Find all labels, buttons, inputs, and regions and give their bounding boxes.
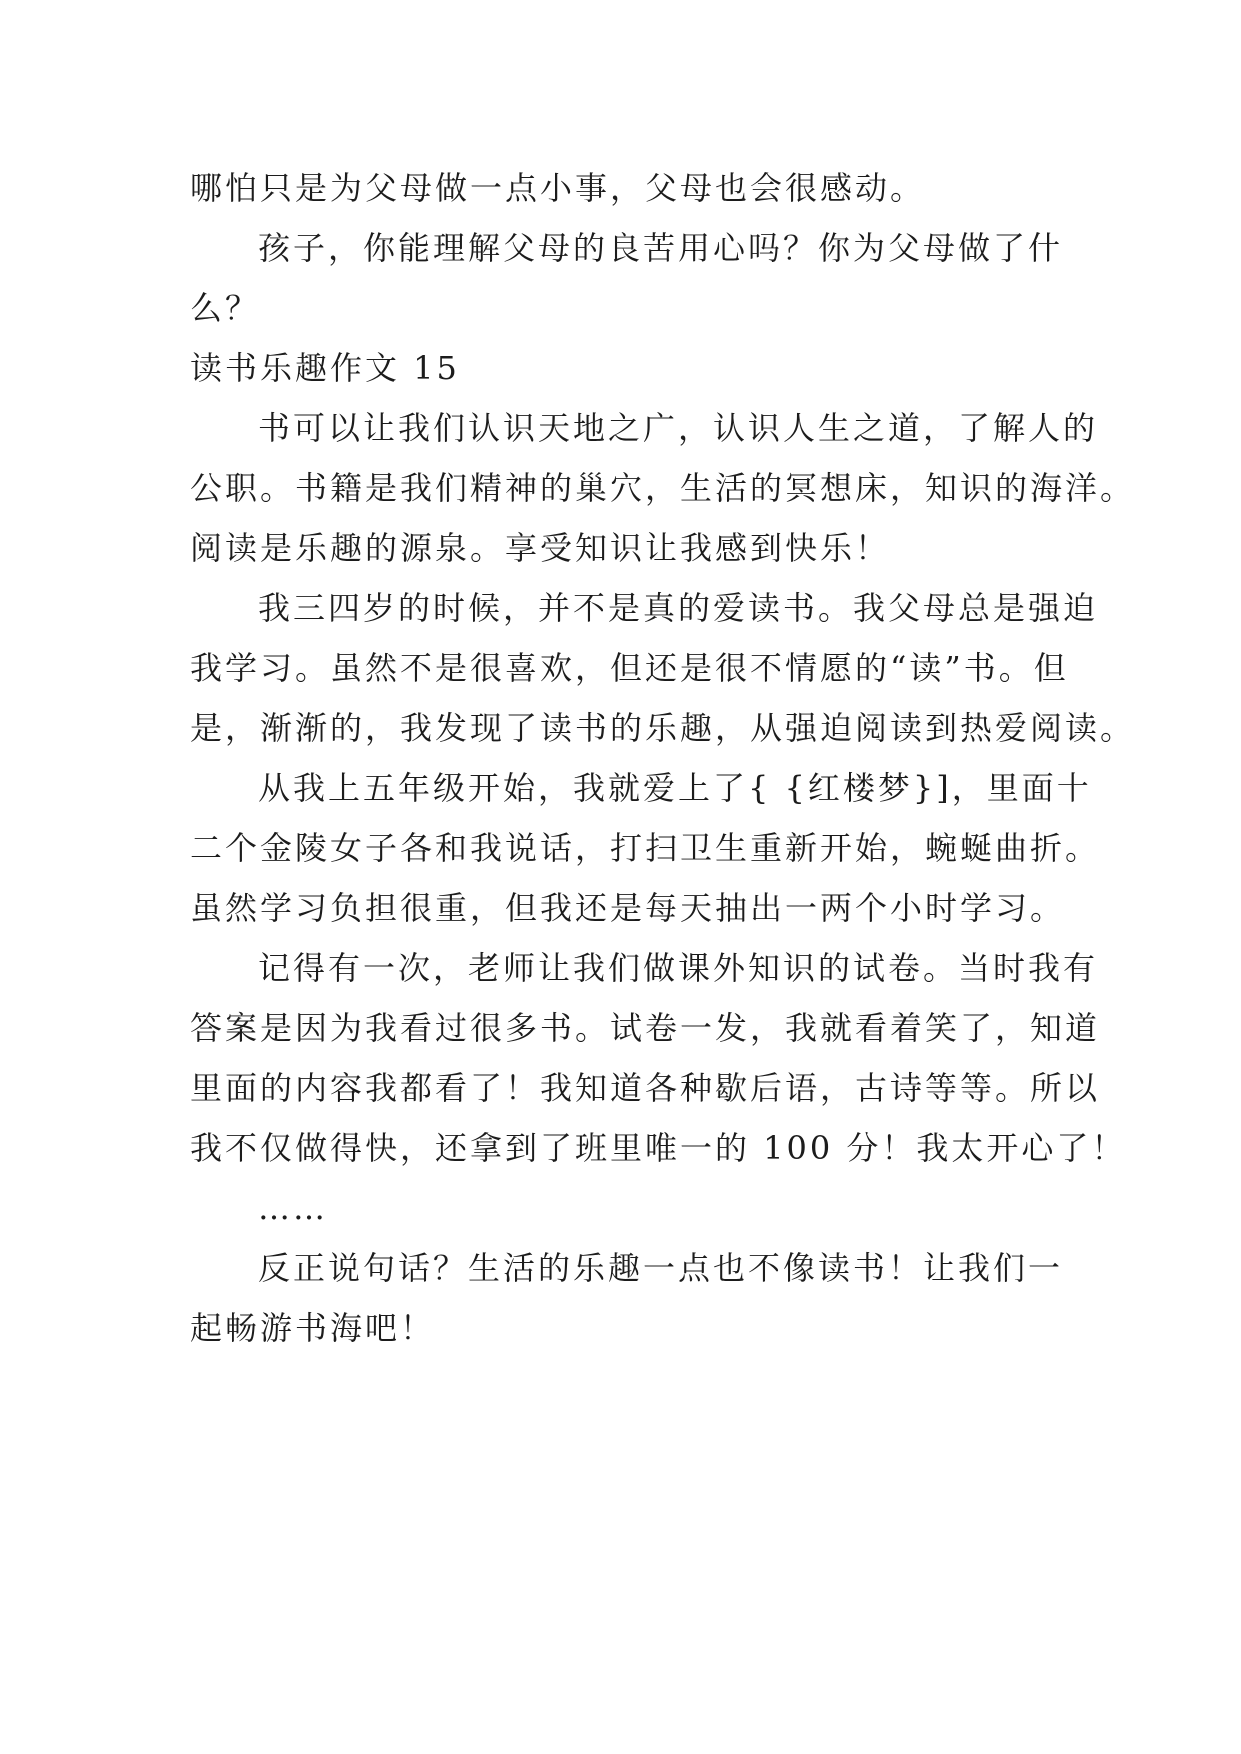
text-line: 孩子，你能理解父母的良苦用心吗？你为父母做了什 bbox=[258, 229, 1064, 267]
text-line: 记得有一次，老师让我们做课外知识的试卷。当时我有 bbox=[258, 949, 1099, 987]
text-line: 阅读是乐趣的源泉。享受知识让我感到快乐！ bbox=[190, 529, 891, 567]
ellipsis-line: …… bbox=[258, 1189, 328, 1227]
text-line: 二个金陵女子各和我说话，打扫卫生重新开始，蜿蜒曲折。 bbox=[190, 829, 1101, 867]
text-line: 哪怕只是为父母做一点小事，父母也会很感动。 bbox=[190, 169, 926, 207]
section-heading: 读书乐趣作文 15 bbox=[190, 349, 460, 387]
text-line: 我学习。虽然不是很喜欢，但还是很不情愿的“读”书。但 bbox=[190, 649, 1069, 687]
text-line: 答案是因为我看过很多书。试卷一发，我就看着笑了，知道 bbox=[190, 1009, 1101, 1047]
text-line: 虽然学习负担很重，但我还是每天抽出一两个小时学习。 bbox=[190, 889, 1066, 927]
text-line: 书可以让我们认识天地之广，认识人生之道，了解人的 bbox=[258, 409, 1099, 447]
text-line: 起畅游书海吧！ bbox=[190, 1309, 436, 1347]
text-line: 我不仅做得快，还拿到了班里唯一的 100 分！我太开心了！ bbox=[190, 1129, 1127, 1167]
text-line: 公职。书籍是我们精神的巢穴，生活的冥想床，知识的海洋。 bbox=[190, 469, 1136, 507]
document-body bbox=[190, 158, 1136, 1358]
text-line: 么？ bbox=[190, 289, 261, 327]
text-line: 我三四岁的时候，并不是真的爱读书。我父母总是强迫 bbox=[258, 589, 1099, 627]
text-line: 是，渐渐的，我发现了读书的乐趣，从强迫阅读到热爱阅读。 bbox=[190, 709, 1136, 747]
text-line: 从我上五年级开始，我就爱上了{ {红楼梦}]，里面十 bbox=[258, 769, 1092, 807]
text-line: 反正说句话？生活的乐趣一点也不像读书！让我们一 bbox=[258, 1249, 1064, 1287]
text-line: 里面的内容我都看了！我知道各种歇后语，古诗等等。所以 bbox=[190, 1069, 1101, 1107]
